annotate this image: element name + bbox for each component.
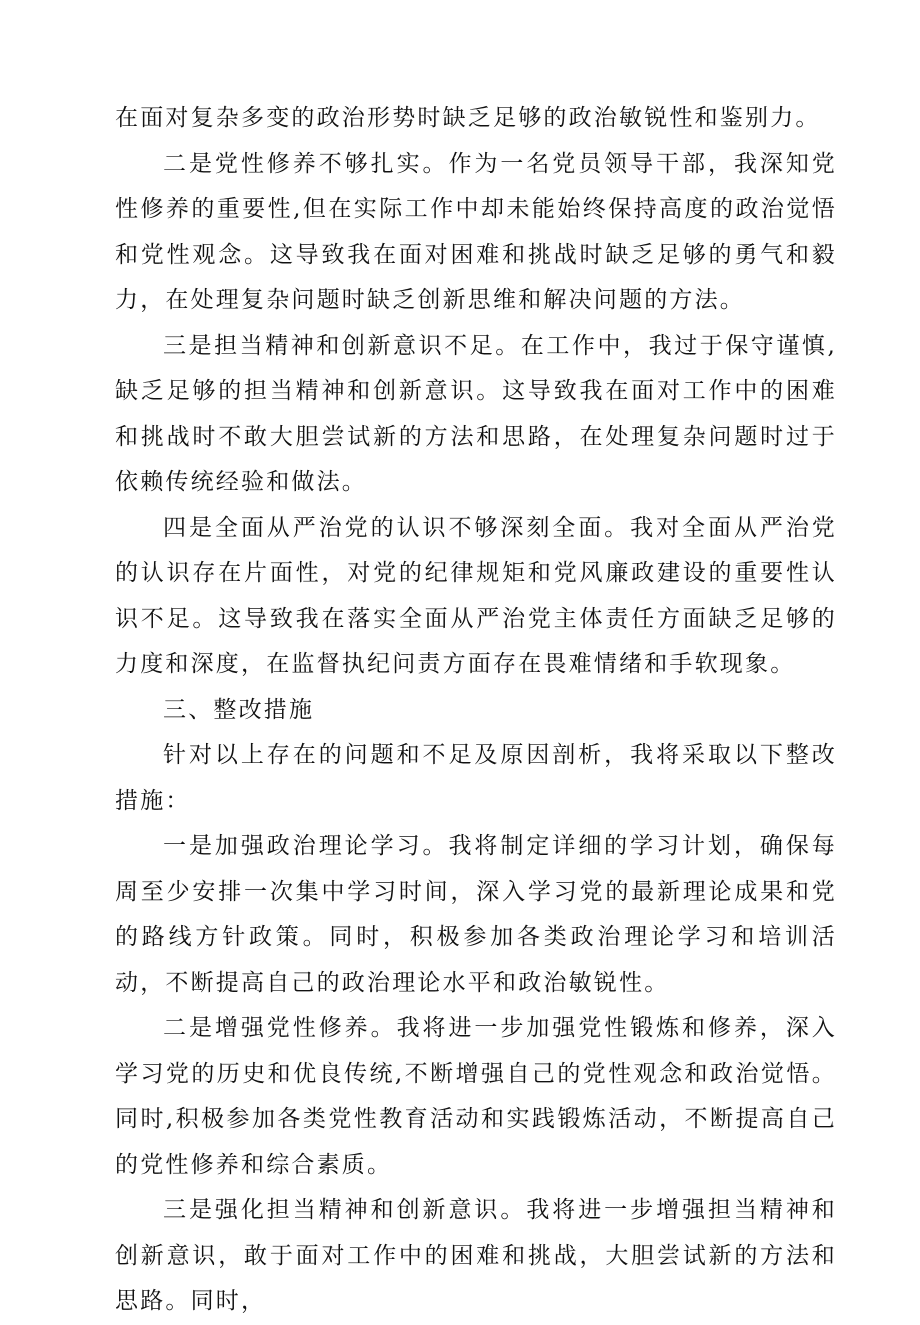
paragraph-strengthen-party-spirit: 二是增强党性修养。我将进一步加强党性锻炼和修养，深入学习党的历史和优良传统,不断增强自己的党性观念和政治觉悟。同时,积极参加各类党性教育活动和实践锻炼活动，不断提高自己的党性修养和综合素质。	[115, 1015, 837, 1178]
paragraph-theory-study: 一是加强政治理论学习。我将制定详细的学习计划，确保每周至少安排一次集中学习时间，深入学习党的最新理论成果和党的路线方针政策。同时，积极参加各类政治理论学习和培训活动，不断提高自己的政治理论水平和政治敏锐性。	[115, 833, 837, 996]
paragraph-responsibility: 三是担当精神和创新意识不足。在工作中，我过于保守谨慎,缺乏足够的担当精神和创新意识。这导致我在面对工作中的困难和挑战时不敢大胆尝试新的方法和思路，在处理复杂问题时过于依赖传统经验和做法。	[115, 332, 837, 495]
paragraph-strengthen-responsibility: 三是强化担当精神和创新意识。我将进一步增强担当精神和创新意识，敢于面对工作中的困难和挑战，大胆尝试新的方法和思路。同时，	[115, 1197, 837, 1314]
paragraph-rectification-intro: 针对以上存在的问题和不足及原因剖析，我将采取以下整改措施：	[115, 742, 837, 814]
paragraph-strict-governance: 四是全面从严治党的认识不够深刻全面。我对全面从严治党的认识存在片面性，对党的纪律规矩和党风廉政建设的重要性认识不足。这导致我在落实全面从严治党主体责任方面缺乏足够的力度和深度，在监督执纪问责方面存在畏难情绪和手软现象。	[115, 514, 837, 677]
section-heading-rectification: 三、整改措施	[163, 696, 315, 723]
paragraph-continuation: 在面对复杂多变的政治形势时缺乏足够的政治敏锐性和鉴别力。	[115, 105, 821, 131]
document-body	[115, 96, 837, 1325]
paragraph-party-spirit: 二是党性修养不够扎实。作为一名党员领导干部，我深知党性修养的重要性,但在实际工作中却未能始终保持高度的政治觉悟和党性观念。这导致我在面对困难和挑战时缺乏足够的勇气和毅力，在处理复杂问题时缺乏创新思维和解决问题的方法。	[115, 150, 837, 313]
